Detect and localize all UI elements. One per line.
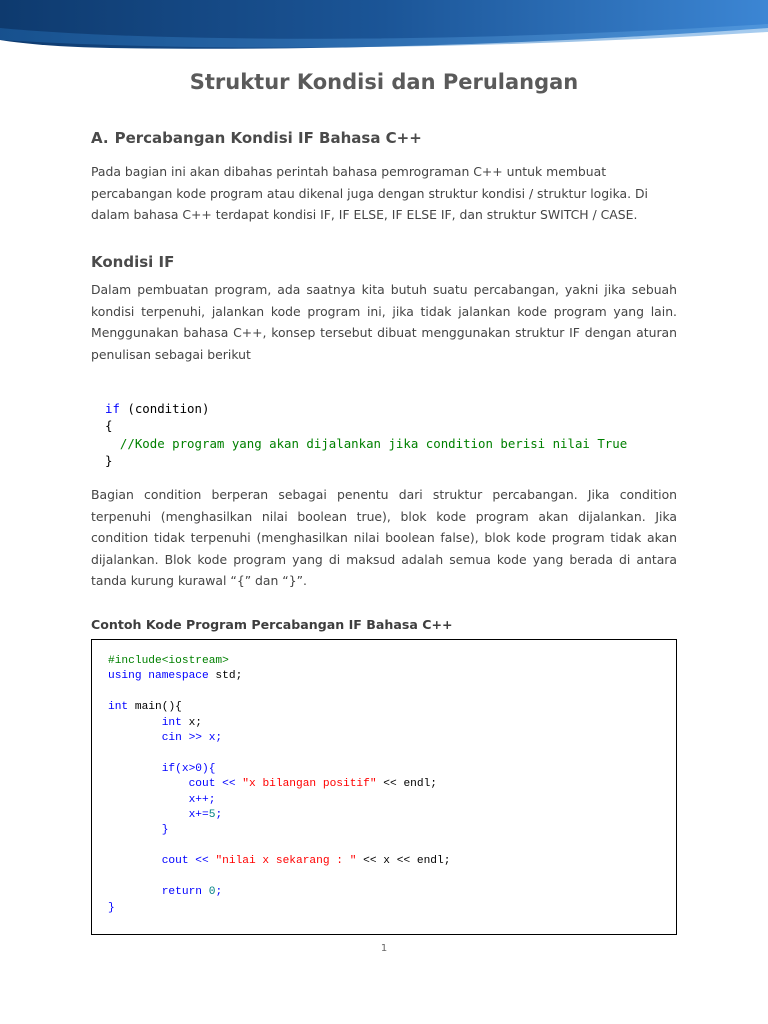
example-caption: Contoh Kode Program Percabangan IF Bahasa C++	[91, 617, 453, 632]
code-main: main(){	[128, 701, 182, 714]
page-number: 1	[380, 943, 388, 954]
header-banner	[0, 0, 768, 60]
code-endl: << endl;	[383, 778, 438, 791]
if-syntax-snippet	[105, 400, 627, 469]
kondisi-if-paragraph: Dalam pembuatan program, ada saatnya kita butuh suatu percabangan, yakni jika sebuah kondisi terpenuhi, jalankan kode program ini, jika tidak jalankan kode program yang lain. Menggunakan bahasa C++, konsep tersebut dibuat menggunakan struktur IF dengan aturan penulisan sebagai berikut	[91, 282, 677, 362]
condition-explanation: Bagian condition berperan sebagai penentu dari struktur percabangan. Jika condition terpenuhi (menghasilkan nilai boolean true), blok kode program akan dijalankan. Jika condition tidak terpenuhi (menghasilkan nilai boolean false), blok kode program tidak akan dijalankan. Blok kode program yang di maksud adalah semua kode yang berada di antara tanda kurung kurawal “{” dan “}”.	[91, 487, 677, 588]
section-heading-text: Percabangan Kondisi IF Bahasa C++	[114, 129, 422, 147]
code-number: 5	[208, 809, 216, 822]
code-string: "nilai x sekarang : "	[215, 855, 357, 868]
code-cout: cout <<	[161, 855, 209, 868]
kondisi-if-heading: Kondisi IF	[91, 253, 175, 271]
code-if: if(x>0){	[161, 762, 216, 775]
code-semicolon: ;	[215, 886, 223, 899]
code-listing	[108, 654, 450, 916]
code-using: using namespace	[108, 670, 209, 683]
code-return: return	[161, 886, 203, 899]
section-number: A.	[91, 129, 109, 147]
if-keyword: if	[105, 401, 120, 416]
code-close-main: }	[108, 901, 115, 914]
code-comment: //Kode program yang akan dijalankan jika condition berisi nilai True	[119, 435, 628, 451]
code-number: 0	[208, 886, 216, 899]
code-cin: cin >> x;	[161, 732, 223, 745]
open-brace: {	[105, 418, 113, 434]
code-add: x+=	[188, 809, 209, 822]
code-decl: x;	[181, 716, 203, 729]
code-int-keyword: int	[161, 716, 182, 729]
code-int-keyword: int	[108, 701, 129, 714]
code-include: #include<iostream>	[108, 655, 229, 667]
code-std: std;	[208, 670, 243, 683]
code-example-box	[91, 639, 677, 935]
code-cout: cout <<	[188, 778, 236, 791]
code-string: "x bilangan positif"	[242, 778, 377, 791]
section-a-heading	[91, 129, 422, 147]
intro-paragraph: Pada bagian ini akan dibahas perintah bahasa pemrograman C++ untuk membuat percabangan kode program atau dikenal juga dengan struktur kondisi / struktur logika. Di dalam bahasa C++ terdapat kondisi IF, IF ELSE, IF ELSE IF, dan struktur SWITCH / CASE.	[91, 164, 648, 222]
document-title: Struktur Kondisi dan Perulangan	[189, 70, 579, 94]
close-brace: }	[105, 452, 113, 468]
if-condition: (condition)	[119, 401, 210, 416]
code-endl: << x << endl;	[363, 855, 451, 868]
code-close-if: }	[161, 824, 169, 837]
code-increment: x++;	[188, 793, 216, 806]
code-semicolon: ;	[215, 809, 223, 822]
